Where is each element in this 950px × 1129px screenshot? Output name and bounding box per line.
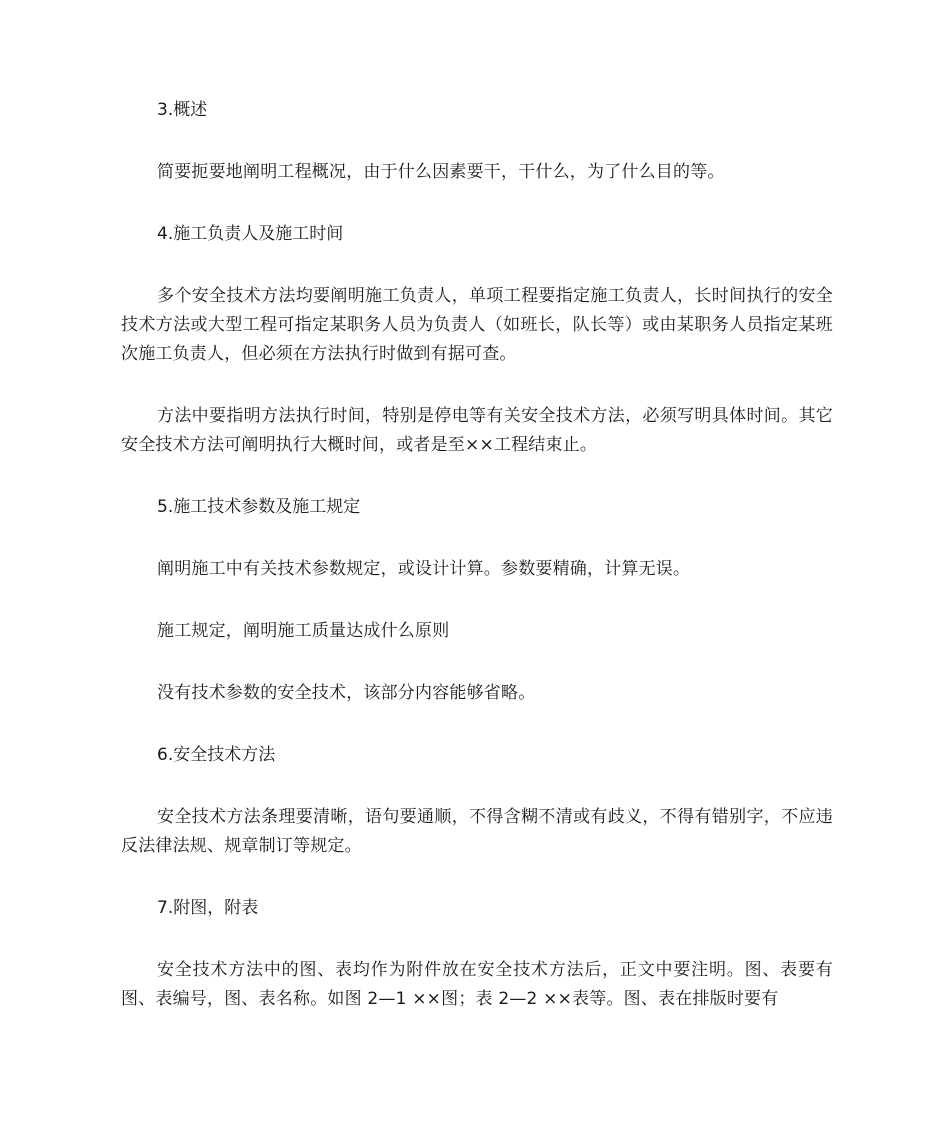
section-heading-parameters: 5.施工技术参数及施工规定 [157, 497, 361, 517]
paragraph-parameters: 阐明施工中有关技术参数规定，或设计计算。参数要精确，计算无误。 [157, 559, 691, 579]
section-heading-responsible-time: 4.施工负责人及施工时间 [157, 224, 344, 244]
paragraph-execution-time: 方法中要指明方法执行时间，特别是停电等有关安全技术方法，必须写明具体时间。其它安全技术方法可阐明执行大概时间，或者是至××工程结束止。 [121, 406, 833, 455]
paragraph-safety-methods: 安全技术方法条理要清晰，语句要通顺，不得含糊不清或有歧义，不得有错别字，不应违反法律法规、规章制订等规定。 [121, 807, 833, 856]
paragraph-attachments: 安全技术方法中的图、表均作为附件放在安全技术方法后，正文中要注明。图、表要有图、表编号，图、表名称。如图 2—1 ××图；表 2—2 ××表等。图、表在排版时要有 [121, 960, 833, 1009]
paragraph-overview: 简要扼要地阐明工程概况，由于什么因素要干，干什么，为了什么目的等。 [157, 162, 725, 182]
paragraph-omit-note: 没有技术参数的安全技术，该部分内容能够省略。 [157, 683, 536, 703]
paragraph-responsible-person: 多个安全技术方法均要阐明施工负责人，单项工程要指定施工负责人，长时间执行的安全技术方法或大型工程可指定某职务人员为负责人（如班长，队长等）或由某职务人员指定某班次施工负责人，但必须在方法执行时做到有据可查。 [121, 286, 833, 364]
section-heading-overview: 3.概述 [157, 100, 208, 120]
section-heading-attachments: 7.附图，附表 [157, 898, 259, 918]
document-body [121, 96, 833, 1014]
paragraph-construction-rules: 施工规定，阐明施工质量达成什么原则 [157, 621, 450, 641]
section-heading-safety-methods: 6.安全技术方法 [157, 745, 276, 765]
